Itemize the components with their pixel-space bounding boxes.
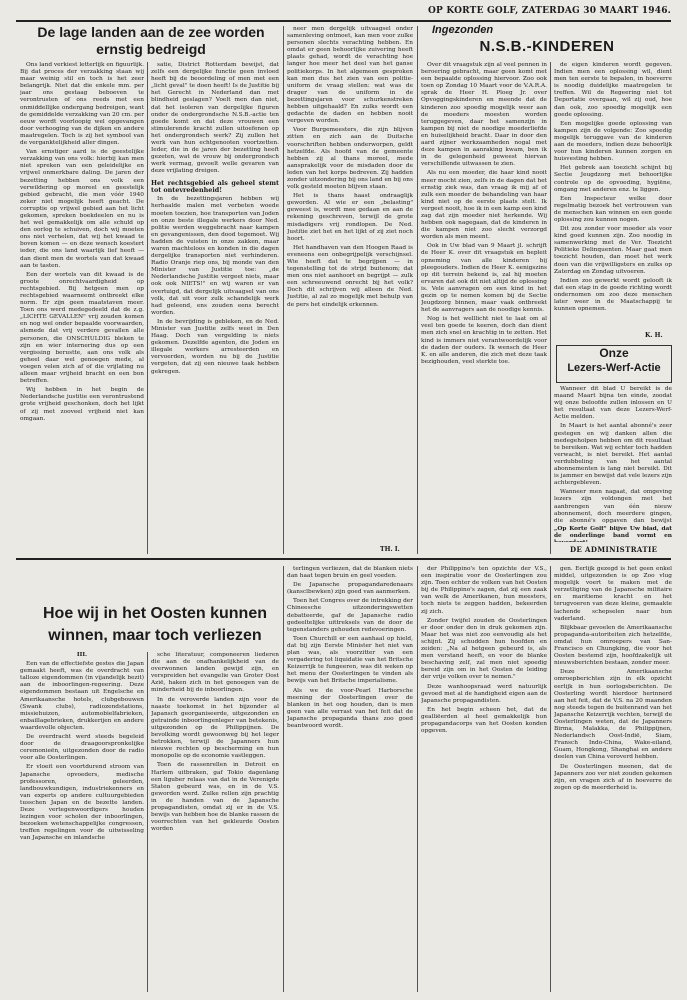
paragraph: De Oosterlingen meenen, dat de Japanners zoo ver niet zouden gekomen zijn, en vragen zich af in hoeverre de zegen op de meerderheid is. — [554, 763, 672, 791]
article3-slogan: „Op Korte Golf" blijve Uw blad, dat de onderlinge band vormt en — [554, 526, 672, 540]
article4-column-1 — [20, 652, 144, 992]
article1-signature: TH. I. — [380, 546, 400, 553]
article3-title-box — [556, 345, 672, 383]
paragraph: In de veroverde landen zijn voor de naaste toekomst in het bijzonder al Japansch georganiseerde, uitgezonden en getrainde inboorlingenleger van betekenis, uitgezonden op de Philippijnen. De bevolking wordt gewoonweg bij het leger betrokken, terwijl de Japanners hun nieuwe rechten op bescherming en hun monopolie op de economie vastleggen. — [151, 696, 279, 760]
column-divider — [417, 566, 418, 992]
paragraph: Deze wanhoopsraad werd natuurlijk gevoed met al de handigheid eigen aan de Japansche propagandisten. — [421, 683, 547, 704]
paragraph: Voor Burgemeesters, die zijn blijven zitten en zich aan de Duitsche voorschriften hebben onderworpen, geldt hetzelfde. Als hoofd van de gemeente hebben zij al thans moreel, mede aansprakelijk voor de misdaden door de leden van het korps bedreven. Zij hadden zonder uitzondering bij ons land en bij ons volk gesteld moeten blijven staan. — [287, 127, 413, 191]
paragraph: De Japansche propagandaredenaars (kansclbewken) zijn goed van aanmerken. — [287, 582, 413, 596]
column-divider — [550, 566, 551, 992]
article2-column-2 — [554, 62, 672, 324]
column-divider — [283, 566, 284, 992]
paragraph: sche literatuur, componeeren liederen die aan de onafhankelijkheid van de overwonnen landen gewijd zijn, en verspreiden het evangelie van Groter Oost Azië, haken zich in het genoegen van de minderheid bij de inboorlingen. — [151, 652, 279, 694]
paragraph: Er vloeit een voortdurend stroom van Japansche opvoeders, medische professoren, geleerden, landbouwkundigen, industriekenners en van experts op andere cultuurgebieden tusschen Japan en de bezette landen. Deze vertegenwoordigers houden lezingen voor scholen der inboorlingen, bezoeken wetenschappelijke congressen, treffen regelingen voor de uitwisseling van Japansche en inlandsche — [20, 764, 144, 842]
article4-column-5 — [554, 566, 672, 992]
article4-column-2 — [151, 652, 279, 992]
article1-column-2 — [151, 62, 279, 554]
paragraph: Als nu een moeder, die haar kind nooit meer mocht zien, zelfs in de dagen dat het ernstig ziek was, dan vraag ik mij af of zulk een moeder de behandeling van haar kind niet op de eerste plaats stelt. Ik vergeet nooit, hoe ik in een kamp een kind zag dat zijn moeder niet herkende. Wij hebben ook nagegaan, dat de kinderen in die kampen niet zoo slecht verzorgd worden als men meent. — [421, 170, 547, 241]
paragraph: Het is thans haast ondraaglijk geworden. Al wie er een „belasting" geweest is, wordt mee gedaan en aan de rekening geschreven, terwijl de grote misdadigers vrij rondlopen. De Ned. Justitie ziet het en het lijkt of zij ziet noch hoort. — [287, 193, 413, 242]
paragraph: Het handhaven van den Hoogen Raad is eveneens een onbegrijpelijk verschijnsel. Wie heeft dat te begrijpen — in tegenstelling tot de strijd buitenom; dat men ons niet aanhoort en begrijpt — zulk een schreeuwend onrecht bij het volk? Doch dit schrijven wij alleen de Ned. Justitie, al zal zo mogelijk met behulp van de pers het eindelijk erkennen. — [287, 244, 413, 308]
paragraph: In de bevrijding is gebleken, en de Ned. Minister van Justitie zelfs weet in Den Haag. Doch van vergelding is niets gekomen. Dezelfde agenten, die Joden en illegale werkers arresteerden en vervoerden, worden nu bij de Justitie vergeten, dat zij een nieuwe taak hebben gekregen. — [151, 318, 279, 375]
paragraph: Toen het Congres over de intrekking der Chineesche uitzonderingswetten debatteerde, gaf de Japansche radio gedeeltelijke uittreksels van de door de tegenstanders gehouden redevoeringen. — [287, 598, 413, 633]
article3-administration: DE ADMINISTRATIE — [570, 545, 658, 554]
article1-column-1 — [20, 62, 144, 554]
paragraph: Nog is het welllicht niet te laat om al veel ten goede te keeren, doch dan dient men zich snel en krachtig in te zetten. Het kind is immers niet verantwoordelijk voor de daden der ouders. Ik wensch de Heer K. en alle anderen, die zich met deze taak bezighouden, veel sterkte toe. — [421, 316, 547, 365]
article4-title-line1: Hoe wij in het Oosten kunnen — [42, 605, 267, 622]
paragraph: Toen de rassenrellen in Detroit en Harlem uitbraken, gaf Tokio dagenlang een liguber relaas van dat in de Verenigde Staten gebeurd was, en in de V.S. geworden werd. Zulke rellen zijn prachtig in de handen van de Japansche propagandisten, omdat zij er in de V.S. bewijs van hebben hoe de blanke rassen de voorrechten van het gekleurde Oosten worden — [151, 762, 279, 833]
paragraph: de eigen kinderen wordt gegeven. Indien men een oplossing wil, dient men ten eerste te bepalen, in hoeverre is noodig duidelijke maatregelen te treffen. Wil de Regeering niet tot Deportatie overgaan, wil zij oud, hoe dan ook, zoo spoedig mogelijk een goede oplossing. — [554, 62, 672, 118]
paragraph: Een van de effectiefste gestes die Japan gemaakt heeft, was de overdracht van talloze eigendommen (in vijandelijk bezit) aan de inboorlingen-regeering. Deze eigendommen bestaan uit Engelsche en Amerikaansche hotels, clubgebouwen (Swank clubs), radiozendstations, missiehuizen, automobielfabrieken, enbaillagebrieken, drukkerijen en andere waardevolle objecten. — [20, 661, 144, 731]
paragraph: der Philippino's ten opzichte der V.S., een inspiratie voor de Oosterlingen zou zijn. Toen echter de volken van het Oosten bij de Philippino's zagen, dat zij een zaak van welk de Amerikanen, hun meesters, toch niets te zeggen hadden, bekeerden zij zich. — [421, 566, 547, 615]
article2-column-1 — [421, 62, 547, 554]
paragraph: Blijkbaar gevoelen de Amerikaansche propaganda-autoriteiten zich hetzelfde, omdat hun omroepers van San-Francisco en Chungking, die voor het Oosten bestemd zijn, hoofdzakelijk uit nieuwsberichten bestaan, zonder meer. — [554, 624, 672, 667]
running-head: OP KORTE GOLF, ZATERDAG 30 MAART 1946. — [427, 6, 671, 16]
paragraph: Ook in Uw blad van 9 Maart jl. schrijft de Heer K. over dit vraagstuk en bepleit opneming van alle kinderen bij pleegouders. Indien de Heer K. eenigszins op dit terrein bekend is, zal hij moeten ervaren dat ook dit niet altijd de oplossing is. Vele aanvragen om een kind in het gezin op te nemen komen bij de Sectie Jeugdzorg binnen, maar vaak ontbreekt het de aanvragers aan de noodige kennis. — [421, 243, 547, 314]
article1-title-line2: ernstig bedreigd — [96, 41, 206, 57]
paragraph: satie, District Rotterdam bewijst, dat zelfs een dergelijke functie geen invloed heeft bij de beoordeling of men met een „licht geval" te doen heeft! Is de Justitie bij het Gerecht in Nederland dan met blindheid geslagen? Voelt men dan niet, dat het isoleren van dergelijke figuren onder de ondergrondsche N.S.B.-actie ten goede komt en dat deze vrouwen een stimulerende kracht zullen uitoefenen op het ondergrondsch werk? Zij zullen het werk van hun echtgenooten voortzetten. Ieder, die in de jaren der bezetting heeft gezeten, wat de vrouw bij ondergrondsch werk vermag, gevoelt welle gevaren van deze vrijlating dreigen. — [151, 62, 279, 175]
paragraph: gen. Eerlijk gezegd is het geen enkel middel, uitgezonden is op Zoo vlug mogelijk voert te maken met de verzetliging van de Japansche militaire en maritieme kracht en het terugvoeren van deze kleine, gemaakte lachende schepselen naar hun vaderland. — [554, 566, 672, 622]
article3-title-line2: Lezers-Werf-Actie — [567, 362, 661, 374]
paragraph: Van ernstiger aard is de geestelijke verzakking van ons volk: hierbij kan men niet spreken van een geleidelijke en vrijwel onmerkbare daling. De jaren der bezetting hebben ons volk een verwildering op moreel en geestelijk gebied gebracht, die men vóór 1940 zeker niet mogelijk heeft geacht. De corruptie op vrijwel gebied aan het licht gekomen, spreken boekdeelen en nu is het wel gemakkelijk om alle schuld op den oorlog te schuiven, doch wij moeten ons niet verhelen, dat wij het kwaad te boven komen — en deze wensch koestert ieder, die ons land waarlijk lief heeft — dan dient men de wortels van dat kwaad aan te tasten. — [20, 149, 144, 269]
column-divider — [550, 62, 551, 554]
paragraph: In de bezettingsjaren hebben wij herhaalde malen met verbeten woede moeten toezien, hoe transporten van Joden en onze beste illegale werkers door Ned. politie werden weggebracht naar kampen en gevangenissen, den dood tegemoet. Wij hadden de vuisten in onze zakken, maar waren machteloos en konden in die dagen dergelijke transporten niet verhinderen. Radio Oranje riep ons, bij monde van den Minister van Justitie toe: „de Nederlandsche Justitie vergeet niets, maar ook ook NIETS!" en wij waren er van overtuigd, dat dergelijk uitvaagsel van ons volk, dat uit voor zulk schandelijk werk had geleend, ens zouden eens berecht worden. — [151, 196, 279, 316]
column-divider — [147, 652, 148, 992]
paragraph: Een der wortels van dit kwaad is de groote onrechtvaardigheid op rechtsgebied. Bij hetgeen men op rechtsgebied waarneemt ontbreekt elke norm. Er zijn geen maatstaven meer. Toen ons werd medegedeeld dat de z.g. „LICHTE GEVALLEN" vrij zouden komen en nog wel onder bepaalde voorwaarden, alsmede dat vrij verdere gevallen alle personen, die ONSCHULDIG bleken te zijn en wier internering dus op een vergissing berustte, aan ons volk als geheel daar wel genoegen mede, al voegen velen zich af of die vrijlating nu alleen maar vrijheid bracht en een bon betreffen. — [20, 271, 144, 385]
paragraph: Wij hebben in het begin de Nederlandsche justitie een verontrustend grote vrijheid geschonken, doch het lijkt of zij met zooveel vrijheid niet kan omgaan. — [20, 387, 144, 422]
paragraph: Toen Churchill er een aanhaal op hield, dat bij zijn Eerste Minister het niet van plan was, als voorzitter van een vergadering tot liquidatie van het Britsche Keizerrijk te fungeeren, was dit weken op het menu der Oosterlingen te vinden als bewijs van het Britsche imperialisme. — [287, 635, 413, 685]
paragraph: In Maart is het aantal abonné's zeer gestegen en wij danken allen die medegeholpen hebben om dit resultaat te bereiken. Wat wij echter toch hadden verwacht, is niet bereikt. Het aantal verdubbeling van het aantal abonnementen is lang niet bereikt. Dit is jammer en bewijst dat vele lezers zijn achtergebleven. — [554, 423, 672, 487]
paragraph: Deze Amerikaansche omroepberichten zijn in elk opzicht eerlijk in hun oorlogsberichten. De Oosterling wordt hierdoor herinnerd aan het feit, dat de V.S. na 20 maanden nog steeds tegen de buitenrand van het Japansche Keizerrijk vechten, terwijl de Oosterlingen weten, dat de Japanners Birma, Malakka, de Philippijnen, Nederlandsch Oost-Indië, Siam, Fransch Indo-China, Wake-eiland, Guam, Hongkong, Shanghai en andere deelen van China veroverd hebben. — [554, 669, 672, 761]
article1-column-3 — [287, 26, 413, 546]
top-rule — [16, 20, 671, 22]
article2-signature: K. H. — [645, 332, 663, 339]
article3-title-line1: Onze — [599, 346, 629, 360]
paragraph: De overdracht werd steeds begeleid door de draagoorspronkelijke ceremonieën, uitgezonden door de radio voor alle Oosterlingen. — [20, 734, 144, 762]
paragraph: III. — [76, 652, 88, 658]
article4-column-4 — [421, 566, 547, 992]
paragraph: Het gebrek aan toezicht schijnt bij Sectie Jeugdzorg met behoorlijke controle op de opvoeding, hygiëne, omgang met anderen enz. te liggen. — [554, 165, 672, 193]
paragraph: En het begin scheen het, dat de gealliëerden al heel gemakkelijk hun propagandacorps van het Oosten konden opgeven. — [421, 706, 547, 735]
section-rule — [16, 558, 671, 560]
paragraph: Een mogelijke goede oplossing van kampen zijn de volgende: Zoo spoedig mogelijk teruggave van de kinderen aan de moeders, indien deze behoorlijk voor hun kinderen kunnen zorgen en huisvesting hebben. — [554, 120, 672, 163]
column-divider — [417, 26, 418, 554]
paragraph: Een Inspecteur welke door regelmatig bezoek het vertrouwen van de menschen kan winnen en een goede oplossing zou kunnen nogen. — [554, 195, 672, 223]
paragraph: Het rechtsgebied als geheel stemt tot ontevredenheid! — [151, 178, 279, 194]
article4-column-3 — [287, 566, 413, 992]
column-divider — [147, 62, 148, 554]
paragraph: Wanneer men nagaat, dat omgeving lezers zijn voldongen met het aanbrengen van één nieuw abonnement, doch meerdere gingen, die abonné's opgaven dan bewijst — [554, 489, 672, 524]
column-divider — [283, 26, 284, 554]
paragraph: Indien zoo gewerkt wordt gelooft ik dat een stap in de goede richting wordt ondernomen om zoo deze menschen later weer in de Maatschappij te kunnen opnemen. — [554, 277, 672, 313]
article1-title-line1: De lage landen aan de zee worden — [37, 24, 265, 40]
paragraph: Ons land verkiest letterlijk en figuurlijk. Bij dat proces der verzakking staan wij maar weinig stil en toch is het zeer belangrijk. Niet dat die enkele mm. per jaar ons gestaag beboeven te verontrusten of ons reeds met een onmiddellijke ondergang bedreigen, want de gemiddelde verzakking van 20 cm. per eeuw wordt voorloopig wel opgevangen door verhooging van de dijken en andere maatregelen. Toch is zij het symbool van de verganktelijkheid aller dingen. — [20, 62, 144, 147]
paragraph: Wanneer dit blad U bereikt is de maand Maart bijna ten einde, zoodat wij onze beloofde zullen inlossen en U het resultaat van deze Lezers-Werf-Actie melden. — [554, 386, 672, 421]
paragraph: terlingen verliezen, dat de blanken niets dan haat tegen bruin en geel voeden. — [287, 566, 413, 580]
article4-title-line2: winnen, maar toch verliezen — [48, 627, 262, 644]
paragraph: Over dit vraagstuk zijn al veel pennen in beroering gebracht, maar geen komt met een bepaalde oplossing hiervoor. Zoo ook toen op Zondag 10 Maart voor de V.A.R.A. sprak de Heer H. Ploeg Jr. over Opvoggingskinderen en meende dat de kinderen zoo spoedig mogelijk weer aan de moeders moesten worden teruggegeven, daar het samenzijn in kampen bij niet de noodige moederliefde en huiselijkheid bracht. Daar in door den aard zijner werkzaamheden nogal met deze kampen in aanraking kwam, ben ik in de gelegenheid geweest hiervan verschillende uitwassen te zien. — [421, 62, 547, 168]
paragraph: Zonder twijfel zouden de Oosterlingen er door onder den in druk gekomen zijn. Maar het was niet zoo eenvoudig als het schijnt. Zij schudden hun hoofden en zeiden: „Na al hetgeen gebeurd is, als men verstand heeft, en voor de blanke beschaving zelf, zal men niet spoedig bereid zijn om in het Oosten de leiding der vrije volken over te nemen." — [421, 617, 547, 681]
paragraph: Dit zou zonder voor moeder als voor kind goed kunnen zijn. Zoo noodig in samenwerking met de Ver. Toezicht Politieke Delinquenten. Maar gaat men toezicht houden, dan moet het werk doen van die vrijwilligsters en zulks op Zaterdag en Zondag uitvoeren. — [554, 226, 672, 275]
article2-title: N.S.B.-KINDEREN — [479, 38, 615, 55]
paragraph: neer men dergelijk uitvaagsel onder samenleving ontmoet, kan men voor zulke personen slechts verachting hebben. En omdat er geen behoorlijke zuivering heeft plaats gehad, wordt de verachting hoe langer hoe meer het deel van het ganse politiekorps. In het algemeen gesproken kan men dus het zien van een politie-uniform de vraag stellen: wat was de drager van de uniform in de bezettingsjaren voor schurkenstreken hebben uitgehaald? En zulks wordt een gedachte de daden en hebben nooit vergeven worden. — [287, 26, 413, 125]
article2-kicker: Ingezonden — [432, 24, 494, 36]
article3-body — [554, 386, 672, 524]
paragraph: Als we de voor-Pearl Harborsche meening der Oosterlingen over de blanken in het oog houden, dan is men geen van alle verrast van het feit dat de Japansche propaganda thans zoo goed beantwoord wordt. — [287, 687, 413, 729]
